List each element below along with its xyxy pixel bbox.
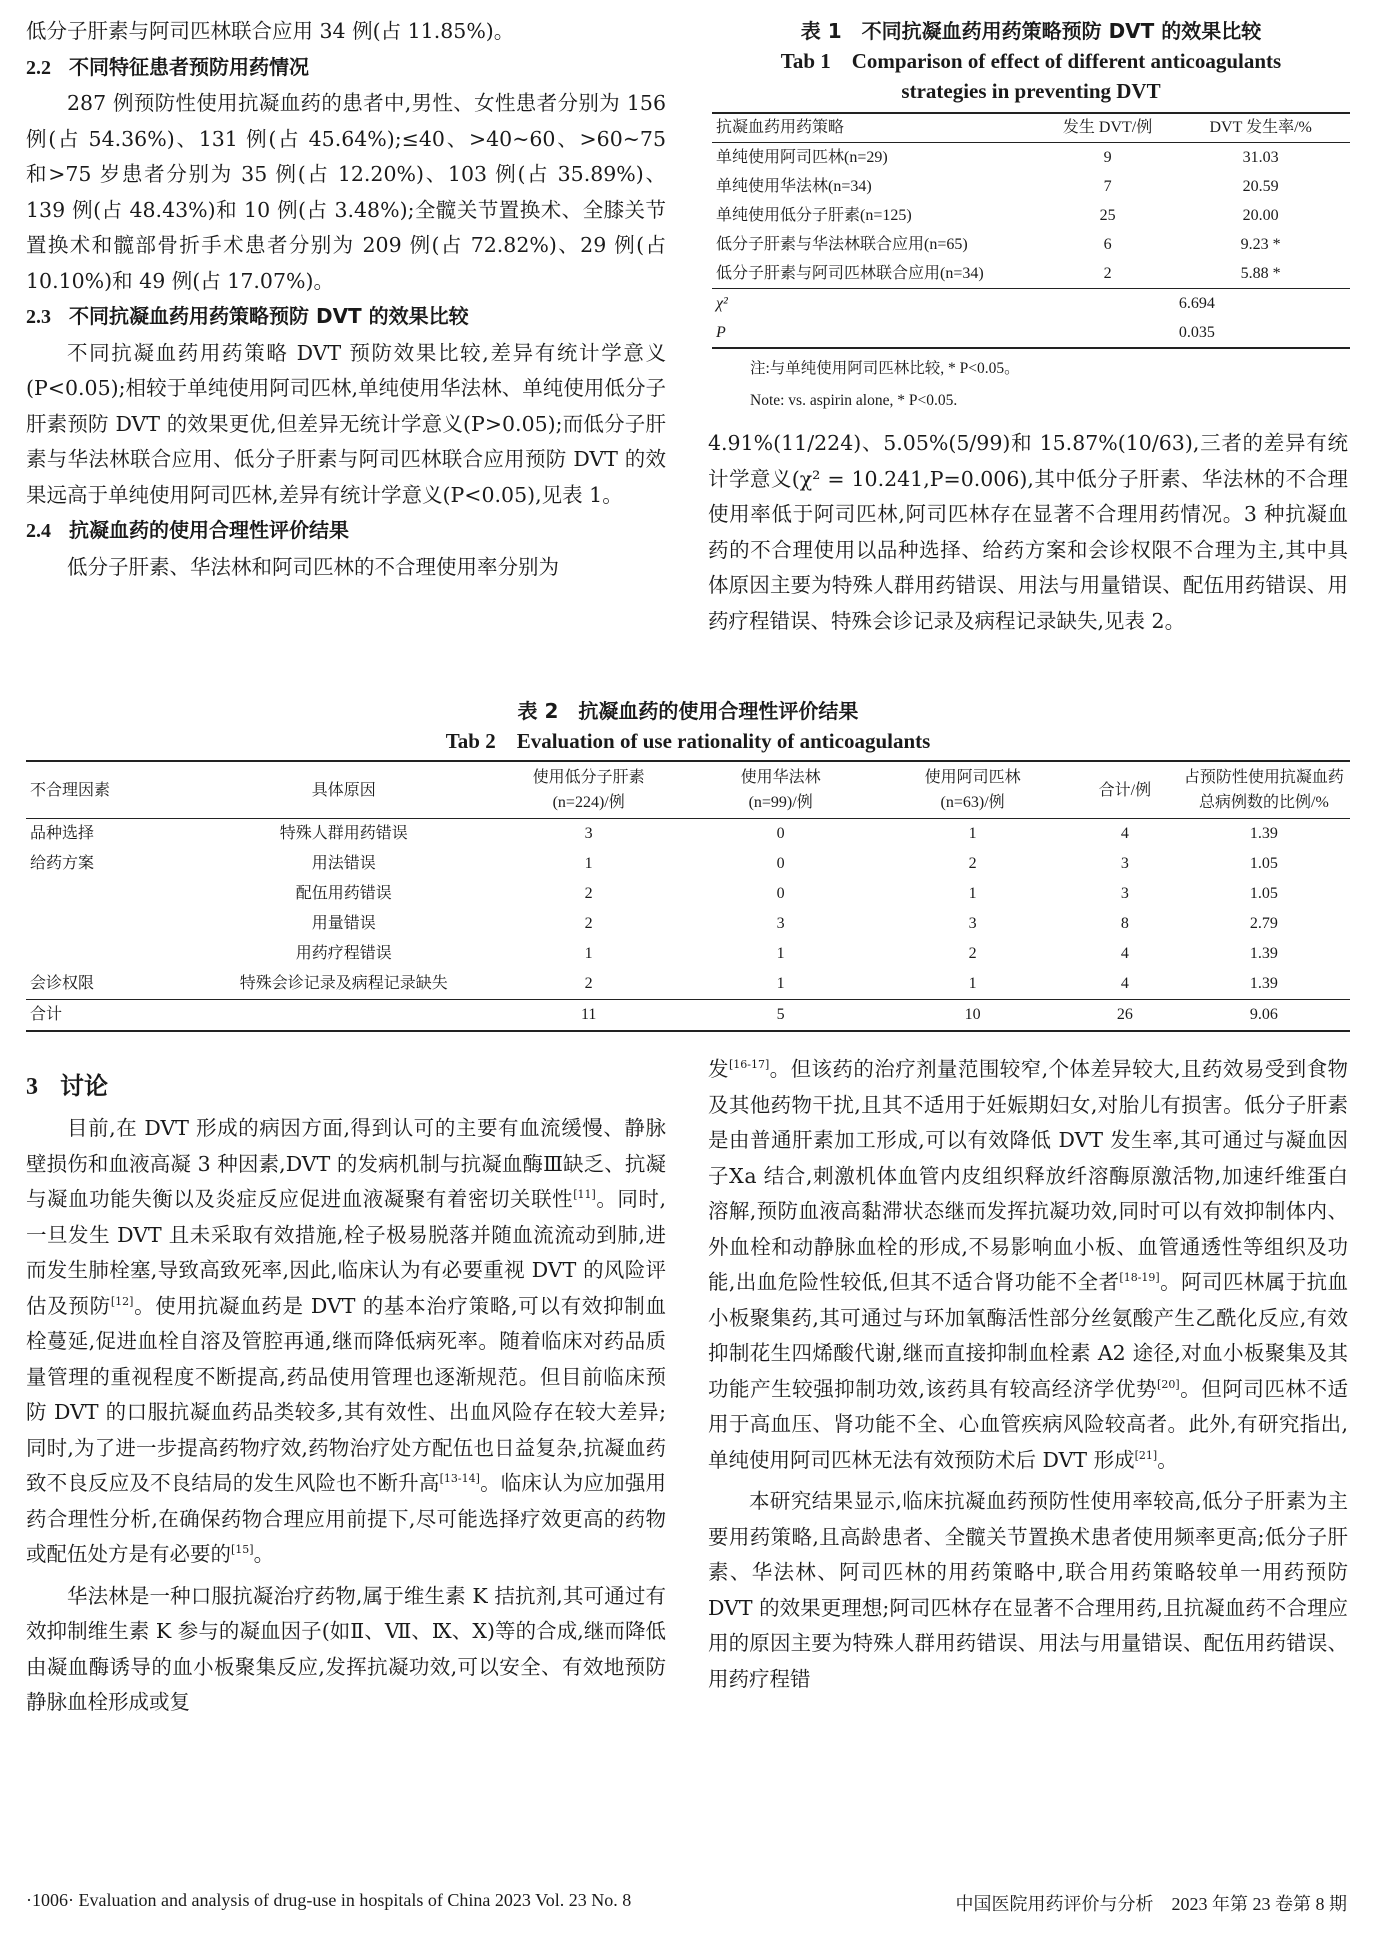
warfarin-cell: 0 — [776, 825, 785, 842]
discussion-paragraph-4: 本研究结果显示,临床抗凝血药预防性使用率较高,低分子肝素为主要用药策略,且高龄患者、全髋关节置换术患者使用频率更高;低分子肝素、华法林、阿司匹林的用药策略中,联合用药策略较单一用药预防 DVT 的效果更理想;阿司匹林存在显著不合理用药,且抗凝血药不合理应用的原因主要为特殊人群用药错误、用法与用量错误、配伍用药错误、用药疗程错 — [708, 1489, 1348, 1691]
factor-cell: 合计 — [26, 1000, 198, 1032]
column-header-total: 合计/例 — [1072, 761, 1178, 819]
paragraph-continuation: 低分子肝素与阿司匹林联合应用 34 例(占 11.85%)。 — [26, 19, 515, 43]
paragraph-2-4: 低分子肝素、华法林和阿司匹林的不合理使用率分别为 — [67, 554, 559, 579]
reason-cell — [198, 1000, 489, 1032]
section-title: 不同特征患者预防用药情况 — [69, 54, 309, 79]
column-header-lmwh: 使用低分子肝素 (n=224)/例 — [489, 761, 688, 819]
column-header-factor: 不合理因素 — [26, 761, 198, 819]
dvt-rate-cell: 20.59 — [1242, 178, 1279, 195]
footer-journal-en: ·1006· Evaluation and analysis of drug-use in hospitals of China 2023 Vol. 23 No. 8 — [26, 1890, 632, 1910]
section-heading-3 — [26, 1066, 666, 1107]
warfarin-cell: 1 — [776, 975, 785, 992]
table-row — [712, 259, 1350, 289]
chi-square-value: 6.694 — [1044, 289, 1350, 319]
aspirin-cell: 1 — [968, 825, 977, 842]
dvt-count-cell: 7 — [1103, 178, 1112, 195]
table-row — [26, 879, 1350, 909]
total-cell: 4 — [1120, 975, 1129, 992]
warfarin-cell: 5 — [688, 1000, 873, 1032]
strategy-cell: 单纯使用华法林(n=34) — [716, 178, 872, 195]
citation: [18-19] — [1119, 1271, 1160, 1284]
section-number: 2.3 — [26, 306, 51, 328]
table-row — [26, 939, 1350, 969]
table-row — [712, 201, 1350, 230]
reason-cell: 配伍用药错误 — [295, 885, 392, 902]
dvt-count-cell: 6 — [1103, 236, 1112, 253]
section-number: 3 — [26, 1074, 38, 1100]
table-2-caption-en: Tab 2 Evaluation of use rationality of anticoagulants — [445, 729, 931, 753]
strategy-cell: 低分子肝素与阿司匹林联合应用(n=34) — [716, 265, 984, 282]
dvt-count-cell: 2 — [1103, 265, 1112, 282]
table-2 — [26, 696, 1350, 1032]
total-cell: 3 — [1120, 855, 1129, 872]
total-cell: 26 — [1072, 1000, 1178, 1032]
lmwh-cell: 3 — [584, 825, 593, 842]
percentage-cell: 1.39 — [1249, 825, 1278, 842]
aspirin-cell: 10 — [873, 1000, 1072, 1032]
percentage-cell: 1.39 — [1249, 945, 1278, 962]
paragraph-2-3: 不同抗凝血药用药策略 DVT 预防效果比较,差异有统计学意义(P<0.05);相较于单纯使用阿司匹林,单纯使用华法林、单纯使用低分子肝素预防 DVT 的效果更优,但差异无统计学意义(P>0.05);而低分子肝素与华法林联合应用、低分子肝素与阿司匹林联合应用预防 DVT 的效果远高于单纯使用阿司匹林,差异有统计学意义(P<0.05),见表 1。 — [26, 340, 666, 507]
citation: [15] — [231, 1543, 254, 1556]
table-2-grid — [26, 760, 1350, 1032]
warfarin-cell: 3 — [776, 915, 785, 932]
reason-cell: 用量错误 — [311, 915, 376, 932]
table-header-row — [712, 113, 1350, 143]
table-1-grid — [712, 112, 1350, 349]
factor-cell: 给药方案 — [30, 855, 95, 872]
table-row — [712, 230, 1350, 259]
chi-square-label: χ² — [712, 289, 1044, 319]
table-row — [712, 143, 1350, 173]
total-cell: 3 — [1120, 885, 1129, 902]
discussion-right-column — [708, 1052, 1348, 1697]
p-value-row — [712, 318, 1350, 348]
dvt-rate-cell: 5.88 * — [1240, 265, 1281, 282]
citation: [13-14] — [439, 1472, 480, 1485]
lmwh-cell: 2 — [584, 975, 593, 992]
column-header: 发生 DVT/例 — [1044, 113, 1172, 143]
percentage-cell: 9.06 — [1178, 1000, 1350, 1032]
warfarin-cell: 1 — [776, 945, 785, 962]
p-value-label: P — [716, 324, 726, 341]
citation: [21] — [1134, 1448, 1158, 1462]
section-heading-2-4 — [26, 513, 666, 550]
table-1-caption-en-line1: Tab 1 Comparison of effect of different anticoagulants — [780, 49, 1282, 73]
section-heading-2-2 — [26, 50, 666, 87]
total-cell: 4 — [1120, 825, 1129, 842]
percentage-cell: 1.05 — [1249, 855, 1278, 872]
dvt-rate-cell: 20.00 — [1242, 207, 1279, 224]
dvt-count-cell: 25 — [1099, 207, 1116, 224]
citation: [11] — [573, 1188, 596, 1201]
aspirin-cell: 2 — [968, 945, 977, 962]
table-row — [26, 819, 1350, 850]
factor-cell — [26, 909, 198, 939]
chi-square-row — [712, 289, 1350, 319]
paragraph-irrational-rates: 4.91%(11/224)、5.05%(5/99)和 15.87%(10/63),三者的差异有统计学意义(χ² = 10.241,P=0.006),其中低分子肝素、华法林的不合理使用率低于阿司匹林,阿司匹林存在显著不合理用药情况。3 种抗凝血药的不合理使用以品种选择、给药方案和会诊权限不合理为主,其中具体原因主要为特殊人群用药错误、用法与用量错误、配伍用药错误、用药疗程错误、特殊会诊记录及病程记录缺失,见表 2。 — [708, 431, 1348, 633]
total-cell: 8 — [1120, 915, 1129, 932]
footer-journal-cn: 中国医院用药评价与分析 2023 年第 23 卷第 8 期 — [955, 1894, 1347, 1914]
dvt-count-cell: 9 — [1103, 149, 1112, 166]
reason-cell: 用药疗程错误 — [295, 945, 392, 962]
discussion-left-column — [26, 1056, 666, 1721]
total-cell: 4 — [1120, 945, 1129, 962]
reason-cell: 用法错误 — [311, 855, 376, 872]
citation: [20] — [1157, 1377, 1180, 1391]
factor-cell — [26, 939, 198, 969]
warfarin-cell: 0 — [776, 885, 785, 902]
table-1-caption-en-line2: strategies in preventing DVT — [901, 79, 1161, 103]
table-1-caption-cn: 表 1 不同抗凝血药用药策略预防 DVT 的效果比较 — [800, 19, 1262, 43]
lmwh-cell: 1 — [584, 945, 593, 962]
lmwh-cell: 1 — [584, 855, 593, 872]
section-number: 2.4 — [26, 520, 51, 542]
section-heading-2-3 — [26, 299, 666, 336]
column-header-aspirin: 使用阿司匹林 (n=63)/例 — [873, 761, 1072, 819]
strategy-cell: 单纯使用低分子肝素(n=125) — [716, 207, 912, 224]
table-1-note-cn: 注:与单纯使用阿司匹林比较, * P<0.05。 — [750, 360, 1020, 377]
column-header: 抗凝血药用药策略 — [712, 113, 1044, 143]
percentage-cell: 1.05 — [1249, 885, 1278, 902]
column-header-warfarin: 使用华法林 (n=99)/例 — [688, 761, 873, 819]
citation: [16-17] — [728, 1058, 770, 1071]
percentage-cell: 1.39 — [1249, 975, 1278, 992]
p-value: 0.035 — [1178, 324, 1215, 341]
table-1 — [712, 16, 1350, 417]
dvt-rate-cell: 31.03 — [1242, 149, 1279, 166]
dvt-rate-cell: 9.23 * — [1240, 236, 1281, 253]
aspirin-cell: 1 — [968, 885, 977, 902]
table-row — [26, 969, 1350, 1000]
paragraph-2-2: 287 例预防性使用抗凝血药的患者中,男性、女性患者分别为 156 例(占 54.36%)、131 例(占 45.64%);≤40、>40~60、>60~75 和>75 岁患者分别为 35 例(占 12.20%)、103 例(占 35.89%)、139 例(占 48.43%)和 10 例(占 3.48%);全髋关节置换术、全膝关节置换术和髋部骨折手术患者分别为 209 例(占 72.82%)、29 例(占 10.10%)和 49 例(占 17.07%)。 — [26, 91, 666, 293]
factor-cell: 品种选择 — [30, 825, 95, 842]
factor-cell: 会诊权限 — [30, 975, 95, 992]
lmwh-cell: 11 — [489, 1000, 688, 1032]
strategy-cell: 单纯使用阿司匹林(n=29) — [716, 149, 888, 166]
section-number: 2.2 — [26, 56, 51, 79]
column-header-percentage: 占预防性使用抗凝血药 总病例数的比例/% — [1178, 761, 1350, 819]
aspirin-cell: 1 — [968, 975, 977, 992]
section-title: 不同抗凝血药用药策略预防 DVT 的效果比较 — [69, 304, 469, 328]
lmwh-cell: 2 — [584, 885, 593, 902]
table-row — [26, 909, 1350, 939]
table-total-row — [26, 1000, 1350, 1032]
discussion-paragraph-2: 华法林是一种口服抗凝治疗药物,属于维生素 K 拮抗剂,其可通过有效抑制维生素 K 参与的凝血因子(如Ⅱ、Ⅶ、Ⅸ、Ⅹ)等的合成,继而降低由凝血酶诱导的血小板聚集反应,发挥抗凝功效,可以安全、有效地预防静脉血栓形成或复 — [26, 1583, 666, 1714]
aspirin-cell: 2 — [968, 855, 977, 872]
column-header: DVT 发生率/% — [1171, 113, 1350, 143]
right-column-top — [708, 426, 1348, 639]
lmwh-cell: 2 — [584, 915, 593, 932]
reason-cell: 特殊会诊记录及病程记录缺失 — [239, 975, 448, 992]
factor-cell — [26, 879, 198, 909]
left-column-top — [26, 14, 666, 585]
table-row — [712, 172, 1350, 201]
percentage-cell: 2.79 — [1249, 915, 1278, 932]
table-2-caption-cn: 表 2 抗凝血药的使用合理性评价结果 — [517, 699, 859, 723]
table-header-row — [26, 761, 1350, 819]
discussion-paragraph-1: 目前,在 DVT 形成的病因方面,得到认可的主要有血流缓慢、静脉壁损伤和血液高凝 3 种因素,DVT 的发病机制与抗凝血酶Ⅲ缺乏、抗凝与凝血功能失衡以及炎症反应促进血液凝聚有着密切关联性[11]。同时,一旦发生 DVT 且未采取有效措施,栓子极易脱落并随血流流动到肺,进而发生肺栓塞,导致高致死率,因此,临床认为有必要重视 DVT 的风险评估及预防[12]。使用抗凝血药是 DVT 的基本治疗策略,可以有效抑制血栓蔓延,促进血栓自溶及管腔再通,继而降低病死率。随着临床对药品质量管理的重视程度不断提高,药品使用管理也逐渐规范。但目前临床预防 DVT 的口服抗凝血药品类较多,其有效性、出血风险存在较大差异;同时,为了进一步提高药物疗效,药物治疗处方配伍也日益复杂,抗凝血药致不良反应及不良结局的发生风险也不断升高[13-14]。临床认为应加强用药合理性分析,在确保药物合理应用前提下,尽可能选择疗效更高的药物或配伍处方是有必要的[15]。 — [26, 1116, 667, 1566]
reason-cell: 特殊人群用药错误 — [279, 825, 408, 842]
aspirin-cell: 3 — [968, 915, 977, 932]
table-1-note-en: Note: vs. aspirin alone, * P<0.05. — [750, 392, 958, 409]
discussion-paragraph-3: 发[16-17]。但该药的治疗剂量范围较窄,个体差异较大,且药效易受到食物及其他药物干扰,且其不适用于妊娠期妇女,对胎儿有损害。低分子肝素是由普通肝素加工形成,可以有效降低 DVT 发生率,其可通过与凝血因子Ⅹa 结合,刺激机体血管内皮组织释放纤溶酶原激活物,加速纤维蛋白溶解,预防血液高黏滞状态继而发挥抗凝功效,同时可以有效抑制体内、外血栓和动静脉血栓的形成,不易影响血小板、血管通透性等组织及功能,出血危险性较低,但其不适合肾功能不全者[18-19]。阿司匹林属于抗血小板聚集药,其可通过与环加氧酶活性部分丝氨酸产生乙酰化反应,有效抑制花生四烯酸代谢,继而直接抑制血栓素 A2 途径,对血小板聚集及其功能产生较强抑制功效,该药具有较高经济学优势[20]。但阿司匹林不适用于高血压、肾功能不全、心血管疾病风险较高者。此外,有研究指出,单纯使用阿司匹林无法有效预防术后 DVT 形成[21]。 — [708, 1057, 1349, 1472]
table-row — [26, 849, 1350, 879]
section-title: 抗凝血药的使用合理性评价结果 — [69, 518, 349, 542]
citation: [12] — [110, 1294, 134, 1308]
column-header-reason: 具体原因 — [198, 761, 489, 819]
warfarin-cell: 0 — [776, 855, 785, 872]
section-title: 讨论 — [60, 1072, 108, 1100]
strategy-cell: 低分子肝素与华法林联合应用(n=65) — [716, 236, 968, 253]
